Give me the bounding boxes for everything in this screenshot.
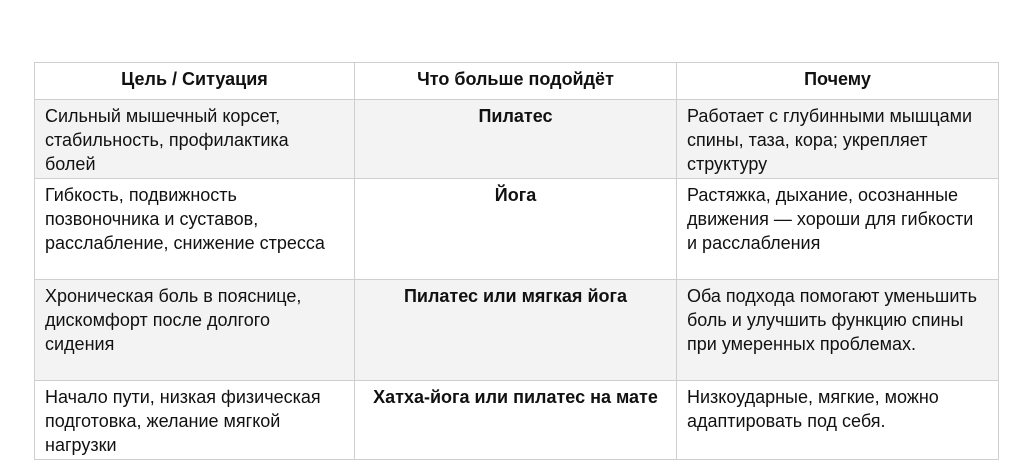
table-header xyxy=(35,63,999,100)
table-row xyxy=(35,179,999,280)
cell-situation: Гибкость, подвижность позвоночника и суставов, расслабление, снижение стресса xyxy=(35,179,355,280)
table-row xyxy=(35,381,999,460)
cell-situation: Хроническая боль в пояснице, дискомфорт после долгого сидения xyxy=(35,280,355,381)
cell-situation: Начало пути, низкая физическая подготовка, желание мягкой нагрузки xyxy=(35,381,355,460)
header-situation: Цель / Ситуация xyxy=(35,63,355,100)
cell-option: Йога xyxy=(355,179,677,280)
cell-reason: Низкоударные, мягкие, можно адаптировать под себя. xyxy=(677,381,999,460)
cell-option: Хатха-йога или пилатес на мате xyxy=(355,381,677,460)
table-row xyxy=(35,100,999,179)
header-reason: Почему xyxy=(677,63,999,100)
table-body xyxy=(35,100,999,460)
cell-reason: Оба подхода помогают уменьшить боль и улучшить функцию спины при умеренных проблемах. xyxy=(677,280,999,381)
comparison-table xyxy=(34,62,999,460)
cell-situation: Сильный мышечный корсет, стабильность, профилактика болей xyxy=(35,100,355,179)
header-row xyxy=(35,63,999,100)
cell-option: Пилатес или мягкая йога xyxy=(355,280,677,381)
table-row xyxy=(35,280,999,381)
header-option: Что больше подойдёт xyxy=(355,63,677,100)
cell-reason: Растяжка, дыхание, осознанные движения — хороши для гибкости и расслабления xyxy=(677,179,999,280)
cell-option: Пилатес xyxy=(355,100,677,179)
cell-reason: Работает с глубинными мышцами спины, таза, кора; укрепляет структуру xyxy=(677,100,999,179)
